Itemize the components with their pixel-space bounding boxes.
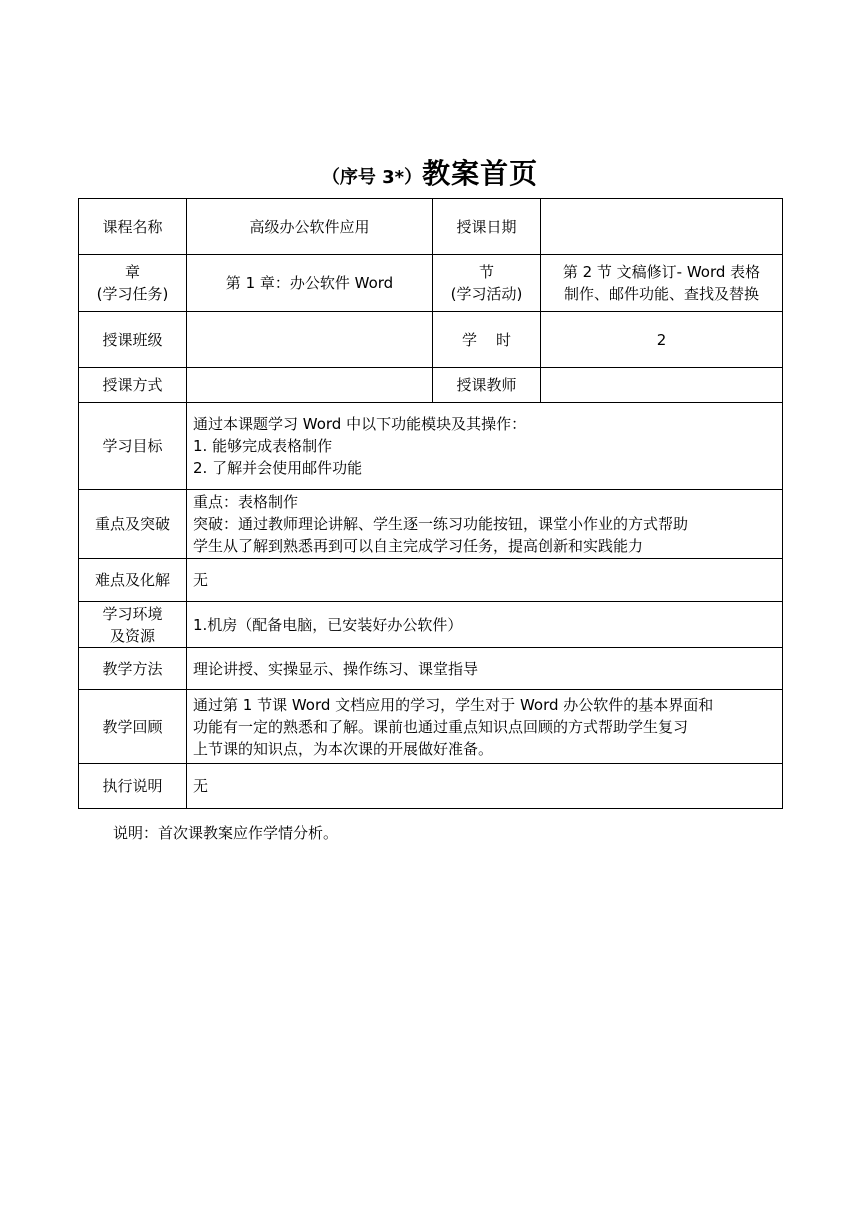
title-main: 教案首页 <box>422 157 539 190</box>
key-points-label: 重点及突破 <box>79 490 187 559</box>
goals-label: 学习目标 <box>79 403 187 490</box>
course-name-label: 课程名称 <box>79 199 187 255</box>
table-row <box>79 648 783 690</box>
table-row <box>79 403 783 490</box>
review-label: 教学回顾 <box>79 690 187 764</box>
class-value <box>187 312 433 368</box>
goals-line: 1. 能够完成表格制作 <box>193 437 333 455</box>
review-content <box>187 690 783 764</box>
teacher-label: 授课教师 <box>433 368 541 403</box>
date-value <box>541 199 783 255</box>
key-points-line: 重点：表格制作 <box>193 493 299 511</box>
table-row <box>79 559 783 602</box>
chapter-value: 第 1 章：办公软件 Word <box>187 255 433 312</box>
lesson-plan-table <box>78 198 783 809</box>
review-line: 上节课的知识点，为本次课的开展做好准备。 <box>193 739 494 758</box>
course-name-value: 高级办公软件应用 <box>187 199 433 255</box>
table-row <box>79 764 783 809</box>
table-row <box>79 368 783 403</box>
environment-label-line1: 学习环境 <box>102 604 163 623</box>
section-value-line1: 第 2 节 文稿修订- Word 表格 <box>562 263 761 281</box>
hours-label: 学 时 <box>433 312 541 368</box>
table-row <box>79 255 783 312</box>
table-row <box>79 312 783 368</box>
class-label: 授课班级 <box>79 312 187 368</box>
footnote: 说明：首次课教案应作学情分析。 <box>113 824 339 842</box>
environment-value: 1.机房（配备电脑，已安装好办公软件） <box>187 602 783 648</box>
goals-line: 2. 了解并会使用邮件功能 <box>193 459 363 477</box>
teaching-method-label: 教学方法 <box>79 648 187 690</box>
table-row <box>79 602 783 648</box>
execution-value: 无 <box>187 764 783 809</box>
table-row <box>79 490 783 559</box>
chapter-label-line2: (学习任务) <box>96 285 169 303</box>
key-points-line: 突破：通过教师理论讲解、学生逐一练习功能按钮，课堂小作业的方式帮助 <box>193 515 689 533</box>
table-row <box>79 690 783 764</box>
goals-line: 通过本课题学习 Word 中以下功能模块及其操作： <box>193 415 527 433</box>
goals-content <box>187 403 783 490</box>
page-title <box>0 154 860 194</box>
environment-label-line2: 及资源 <box>109 626 155 645</box>
section-label-line2: (学习活动) <box>450 285 523 303</box>
teacher-value <box>541 368 783 403</box>
method-label: 授课方式 <box>79 368 187 403</box>
execution-label: 执行说明 <box>79 764 187 809</box>
environment-label <box>79 602 187 648</box>
teaching-method-value: 理论讲授、实操显示、操作练习、课堂指导 <box>187 648 783 690</box>
review-line: 通过第 1 节课 Word 文档应用的学习，学生对于 Word 办公软件的基本界面和 <box>193 695 714 714</box>
difficulties-label: 难点及化解 <box>79 559 187 602</box>
chapter-label-line1: 章 <box>124 263 140 281</box>
section-value <box>541 255 783 312</box>
method-value <box>187 368 433 403</box>
difficulties-value: 无 <box>187 559 783 602</box>
key-points-line: 学生从了解到熟悉再到可以自主完成学习任务，提高创新和实践能力 <box>193 537 644 555</box>
section-value-line2: 制作、邮件功能、查找及替换 <box>563 285 759 303</box>
title-prefix: （序号 3*） <box>321 167 423 188</box>
table-row <box>79 199 783 255</box>
date-label: 授课日期 <box>433 199 541 255</box>
key-points-content <box>187 490 783 559</box>
chapter-label <box>79 255 187 312</box>
review-line: 功能有一定的熟悉和了解。课前也通过重点知识点回顾的方式帮助学生复习 <box>193 717 689 736</box>
section-label-line1: 节 <box>478 263 494 281</box>
section-label <box>433 255 541 312</box>
hours-value: 2 <box>541 312 783 368</box>
